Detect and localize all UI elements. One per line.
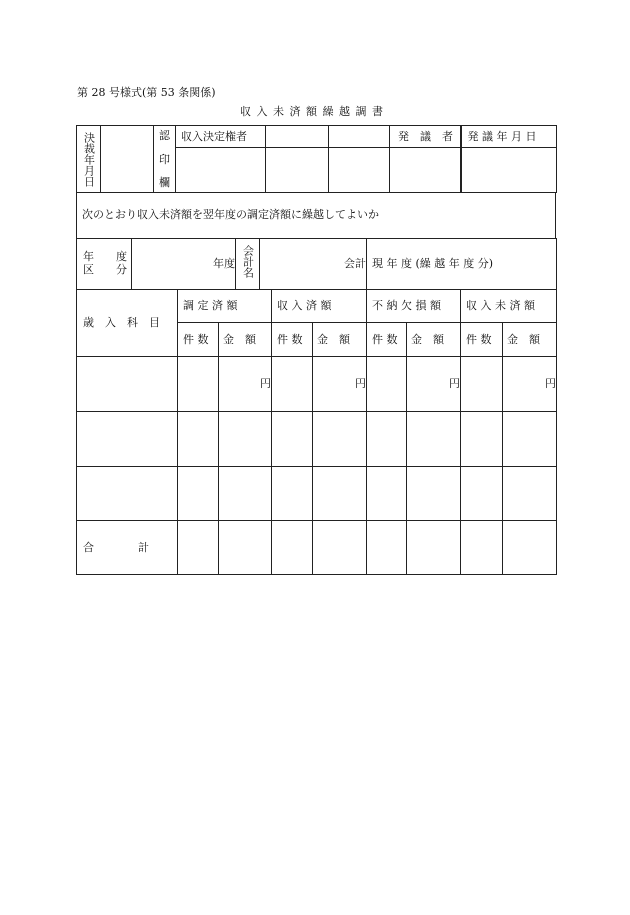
yen-unit: 円	[449, 377, 460, 390]
decision-date-label-text: 決裁年月日	[82, 131, 96, 187]
decider-label	[176, 126, 266, 148]
total-amount-cell[interactable]	[503, 520, 557, 574]
table-row	[77, 411, 557, 466]
seal-label-1: 認	[159, 129, 170, 142]
amount-cell[interactable]	[313, 356, 367, 411]
approval-table	[76, 125, 557, 193]
account-name-label	[236, 238, 260, 289]
issuer-seal-field[interactable]	[390, 148, 461, 193]
account-suffix: 会計	[344, 256, 366, 270]
statement-table	[76, 192, 556, 239]
group-header-received-text: 収 入 済 額	[277, 298, 332, 312]
count-cell[interactable]	[461, 466, 503, 520]
amount-cell[interactable]	[219, 466, 272, 520]
fiscal-table	[76, 238, 557, 290]
group-header-assessed-text: 調 定 済 額	[183, 298, 238, 312]
amounts-table	[76, 289, 557, 575]
account-name-label-text: 会計名	[241, 245, 255, 279]
year-category-line1: 年 度	[83, 250, 127, 264]
revenue-item-header-text: 歳 入 科 目	[83, 315, 160, 329]
decider-seal-field[interactable]	[176, 148, 266, 193]
count-header	[367, 322, 407, 356]
amount-cell[interactable]	[503, 466, 557, 520]
total-label-text: 合 計	[83, 540, 149, 554]
total-amount-cell[interactable]	[219, 520, 272, 574]
amount-header	[219, 322, 272, 356]
seal-box-2[interactable]	[329, 148, 390, 193]
amount-cell[interactable]	[313, 411, 367, 466]
table-row	[77, 356, 557, 411]
revenue-item-cell[interactable]	[77, 411, 178, 466]
count-header	[178, 322, 219, 356]
amount-cell[interactable]	[219, 411, 272, 466]
total-count-cell[interactable]	[272, 520, 313, 574]
count-header-text: 件 数	[466, 332, 492, 346]
amount-cell[interactable]	[219, 356, 272, 411]
issuer-label	[390, 126, 461, 148]
seal-box-1[interactable]	[266, 148, 329, 193]
total-row	[77, 520, 557, 574]
group-header-writeoff	[367, 289, 461, 322]
amount-header	[503, 322, 557, 356]
count-header	[272, 322, 313, 356]
revenue-item-cell[interactable]	[77, 466, 178, 520]
amount-header-text: 金 額	[223, 332, 256, 346]
current-year-label	[367, 238, 557, 289]
count-cell[interactable]	[178, 466, 219, 520]
issue-date-label-text: 発 議 年 月 日	[467, 130, 537, 143]
count-header	[461, 322, 503, 356]
amount-cell[interactable]	[407, 411, 461, 466]
yen-unit: 円	[260, 377, 271, 390]
current-year-label-text: 現 年 度 (繰 越 年 度 分)	[372, 256, 494, 270]
count-cell[interactable]	[272, 411, 313, 466]
count-cell[interactable]	[367, 466, 407, 520]
seal-label-2: 印	[159, 152, 170, 166]
account-field[interactable]	[260, 238, 367, 289]
group-header-uncollected-text: 収 入 未 済 額	[466, 298, 535, 312]
form-number: 第 28 号様式(第 53 条関係)	[77, 86, 216, 99]
count-header-text: 件 数	[372, 332, 398, 346]
count-cell[interactable]	[272, 356, 313, 411]
document-title: 収 入 未 済 額 繰 越 調 書	[240, 105, 384, 118]
total-label	[77, 520, 178, 574]
table-row	[77, 466, 557, 520]
group-header-writeoff-text: 不 納 欠 損 額	[372, 298, 441, 312]
year-category-label	[77, 238, 132, 289]
amount-cell[interactable]	[503, 411, 557, 466]
decision-date-label	[77, 126, 101, 193]
total-count-cell[interactable]	[367, 520, 407, 574]
yen-unit: 円	[545, 377, 556, 390]
revenue-item-header	[77, 289, 178, 356]
count-cell[interactable]	[461, 356, 503, 411]
seal-box-1-header[interactable]	[266, 126, 329, 148]
total-count-cell[interactable]	[178, 520, 219, 574]
count-cell[interactable]	[178, 356, 219, 411]
count-cell[interactable]	[461, 411, 503, 466]
count-header-text: 件 数	[277, 332, 303, 346]
issue-date-label	[461, 126, 557, 148]
total-amount-cell[interactable]	[313, 520, 367, 574]
yen-unit: 円	[355, 377, 366, 390]
decision-date-field[interactable]	[101, 126, 154, 193]
fiscal-year-field[interactable]	[132, 238, 236, 289]
amount-header	[313, 322, 367, 356]
seal-box-2-header[interactable]	[329, 126, 390, 148]
amount-header-text: 金 額	[507, 332, 540, 346]
total-amount-cell[interactable]	[407, 520, 461, 574]
amount-header-text: 金 額	[411, 332, 444, 346]
group-header-assessed	[178, 289, 272, 322]
count-cell[interactable]	[178, 411, 219, 466]
year-category-line2: 区 分	[83, 263, 127, 277]
count-cell[interactable]	[367, 356, 407, 411]
group-header-uncollected	[461, 289, 557, 322]
year-suffix: 年度	[213, 256, 235, 270]
issuer-label-text: 発 議 者	[398, 130, 453, 143]
amount-cell[interactable]	[407, 466, 461, 520]
count-cell[interactable]	[367, 411, 407, 466]
amount-cell[interactable]	[503, 356, 557, 411]
total-count-cell[interactable]	[461, 520, 503, 574]
amount-header	[407, 322, 461, 356]
count-cell[interactable]	[272, 466, 313, 520]
amount-cell[interactable]	[407, 356, 461, 411]
decider-label-text: 収入決定権者	[181, 130, 247, 143]
group-header-received	[272, 289, 367, 322]
count-header-text: 件 数	[183, 332, 209, 346]
seal-label-3: 欄	[159, 176, 170, 189]
amount-cell[interactable]	[313, 466, 367, 520]
revenue-item-cell[interactable]	[77, 356, 178, 411]
seal-column-label	[154, 126, 176, 193]
statement-text: 次のとおり収入未済額を翌年度の調定済額に繰越してよいか	[77, 192, 556, 238]
issue-date-field[interactable]	[461, 148, 557, 193]
amount-header-text: 金 額	[317, 332, 350, 346]
